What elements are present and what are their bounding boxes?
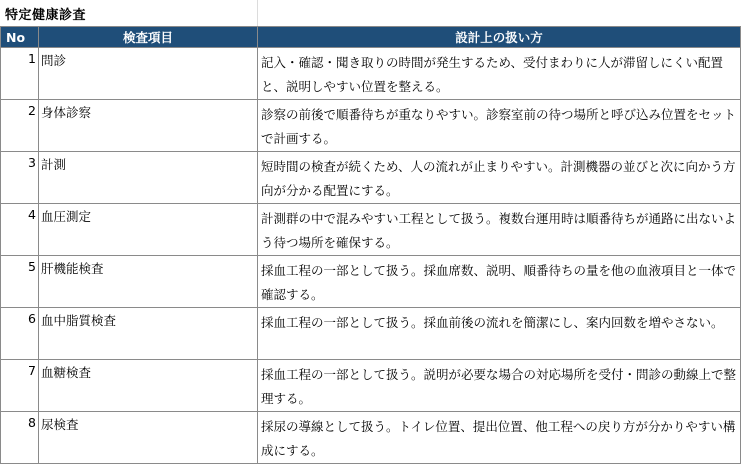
- cell-item[interactable]: [39, 360, 258, 412]
- cell-item-text: 血圧測定: [41, 209, 92, 224]
- table-row: [1, 152, 741, 204]
- cell-no[interactable]: [1, 204, 39, 256]
- cell-method[interactable]: [258, 152, 741, 204]
- cell-method-text: 計測群の中で混みやすい工程として扱う。複数台運用時は順番待ちが通路に出ないよう待つ場所を確保する。: [261, 211, 737, 250]
- cell-no[interactable]: [1, 100, 39, 152]
- cell-no-text: 8: [28, 415, 36, 430]
- cell-no-text: 6: [28, 311, 36, 326]
- cell-item[interactable]: [39, 152, 258, 204]
- cell-method-text: 短時間の検査が続くため、人の流れが止まりやすい。計測機器の並びと次に向かう方向が分かる配置にする。: [261, 159, 736, 198]
- cell-item-text: 肝機能検査: [41, 261, 104, 276]
- cell-no-text: 5: [28, 259, 36, 274]
- sheet-title[interactable]: 特定健康診査: [5, 8, 87, 23]
- cell-item-text: 身体診察: [41, 105, 92, 120]
- table-header-row: [1, 27, 741, 48]
- cell-item[interactable]: [39, 204, 258, 256]
- cell-no[interactable]: [1, 256, 39, 308]
- cell-method[interactable]: [258, 256, 741, 308]
- cell-method-text: 記入・確認・聞き取りの時間が発生するため、受付まわりに人が滞留しにくい配置と、説明しやすい位置を整える。: [261, 55, 724, 94]
- cell-method-text: 採血工程の一部として扱う。採血席数、説明、順番待ちの量を他の血液項目と一体で確認する。: [261, 263, 737, 302]
- table-row: [1, 48, 741, 100]
- cell-item[interactable]: [39, 48, 258, 100]
- cell-method[interactable]: [258, 308, 741, 360]
- cell-no-text: 7: [28, 363, 36, 378]
- cell-method[interactable]: [258, 100, 741, 152]
- cell-item[interactable]: [39, 308, 258, 360]
- cell-item[interactable]: [39, 100, 258, 152]
- cell-no-text: 4: [28, 207, 36, 222]
- cell-item-text: 問診: [41, 53, 67, 68]
- cell-no[interactable]: [1, 412, 39, 464]
- cell-method-text: 採血工程の一部として扱う。説明が必要な場合の対応場所を受付・問診の動線上で整理する。: [261, 367, 737, 406]
- exam-design-table: [0, 26, 741, 464]
- table-row: [1, 204, 741, 256]
- cell-no[interactable]: [1, 152, 39, 204]
- cell-item[interactable]: [39, 412, 258, 464]
- table-row: [1, 412, 741, 464]
- cell-no[interactable]: [1, 360, 39, 412]
- table-row: [1, 100, 741, 152]
- table-row: [1, 308, 741, 360]
- header-no[interactable]: No: [1, 27, 39, 48]
- cell-no-text: 1: [28, 51, 36, 66]
- title-gridline: [257, 0, 258, 26]
- cell-method-text: 採尿の導線として扱う。トイレ位置、提出位置、他工程への戻り方が分かりやすい構成にする。: [261, 419, 736, 458]
- header-item[interactable]: 検査項目: [39, 27, 258, 48]
- cell-method[interactable]: [258, 48, 741, 100]
- cell-method-text: 採血工程の一部として扱う。採血前後の流れを簡潔にし、案内回数を増やさない。: [261, 315, 724, 330]
- cell-no[interactable]: [1, 308, 39, 360]
- table-row: [1, 256, 741, 308]
- cell-method-text: 診察の前後で順番待ちが重なりやすい。診察室前の待つ場所と呼び込み位置をセットで計画する。: [261, 107, 737, 146]
- table-row: [1, 360, 741, 412]
- title-row: [0, 0, 741, 26]
- cell-no-text: 3: [28, 155, 36, 170]
- cell-no[interactable]: [1, 48, 39, 100]
- cell-item-text: 計測: [41, 157, 67, 172]
- cell-method[interactable]: [258, 412, 741, 464]
- cell-item-text: 尿検査: [41, 417, 79, 432]
- cell-method[interactable]: [258, 360, 741, 412]
- cell-method[interactable]: [258, 204, 741, 256]
- cell-item[interactable]: [39, 256, 258, 308]
- cell-item-text: 血糖検査: [41, 365, 92, 380]
- header-method[interactable]: 設計上の扱い方: [258, 27, 741, 48]
- cell-no-text: 2: [28, 103, 36, 118]
- cell-item-text: 血中脂質検査: [41, 313, 117, 328]
